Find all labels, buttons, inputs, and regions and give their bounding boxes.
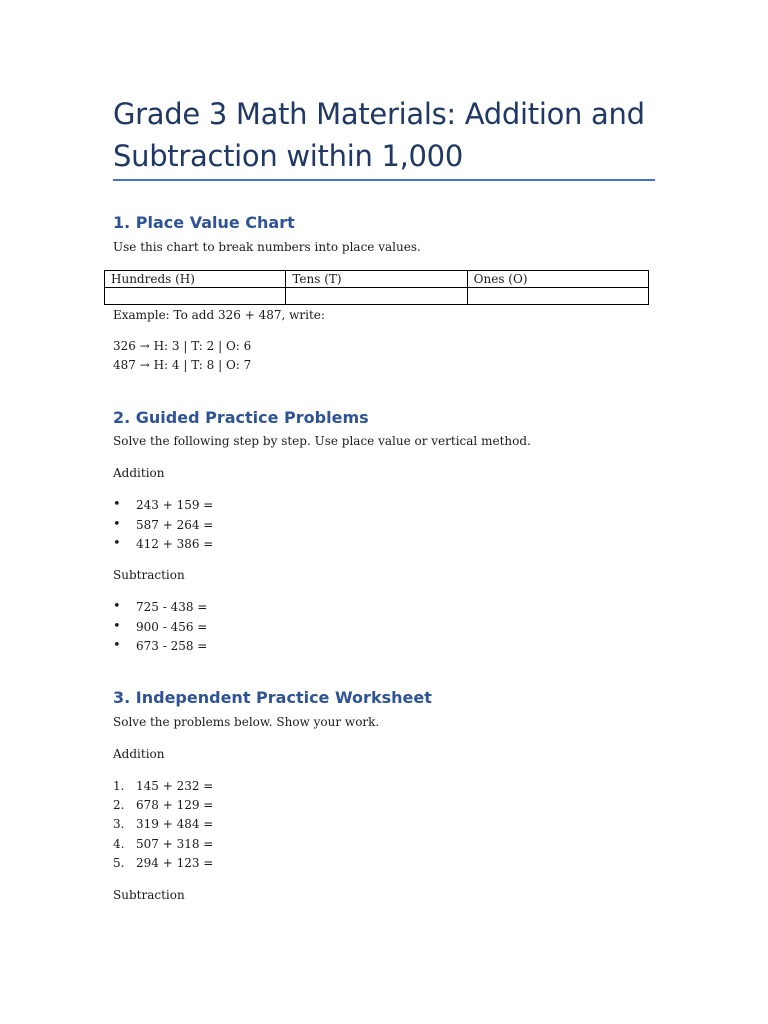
example-line-487: 487 → H: 4 | T: 8 | O: 7: [113, 358, 252, 372]
list-item: 2. 678 + 129 =: [113, 798, 214, 813]
section-3-addition-label: Addition: [113, 747, 165, 761]
section-3-subtraction-label: Subtraction: [113, 888, 185, 902]
section-2-heading: 2. Guided Practice Problems: [113, 408, 369, 427]
section-1-intro: Use this chart to break numbers into place values.: [113, 240, 421, 254]
table-empty-row: [105, 288, 649, 305]
list-item: 1. 145 + 232 =: [113, 779, 214, 793]
section-2-subtraction-label: Subtraction: [113, 568, 185, 582]
list-item: • 900 - 456 =: [113, 618, 208, 634]
section-2-addition-label: Addition: [113, 466, 165, 480]
cell-tens[interactable]: [286, 288, 467, 305]
section-3-intro: Solve the problems below. Show your work.: [113, 715, 380, 729]
bullet-icon: •: [113, 516, 121, 532]
guided-addition-list: [113, 497, 213, 556]
guided-subtraction-list: [113, 599, 207, 658]
list-item: • 243 + 159 =: [113, 497, 214, 512]
list-item: 3. 319 + 484 =: [113, 817, 214, 832]
list-item: • 587 + 264 =: [113, 516, 214, 532]
title-underline: [113, 179, 655, 181]
document-title: Grade 3 Math Materials: Addition and Subtraction within 1,000: [113, 97, 645, 173]
bullet-icon: •: [113, 536, 121, 551]
bullet-icon: •: [113, 497, 121, 512]
place-value-table: [104, 270, 649, 305]
section-2-intro: Solve the following step by step. Use place value or vertical method.: [113, 434, 531, 448]
bullet-icon: •: [113, 599, 121, 614]
example-line-326: 326 → H: 3 | T: 2 | O: 6: [113, 339, 252, 353]
list-item: • 725 - 438 =: [113, 599, 208, 614]
bullet-icon: •: [113, 618, 121, 634]
list-item: • 673 - 258 =: [113, 638, 208, 653]
table-header-row: [105, 271, 649, 288]
bullet-icon: •: [113, 638, 121, 653]
section-1-example: Example: To add 326 + 487, write:: [113, 308, 325, 322]
list-item: • 412 + 386 =: [113, 536, 214, 551]
section-1-heading: 1. Place Value Chart: [113, 213, 295, 232]
list-item: 4. 507 + 318 =: [113, 836, 214, 851]
independent-addition-list: [113, 778, 213, 874]
section-3-heading: 3. Independent Practice Worksheet: [113, 688, 432, 707]
header-hundreds: Hundreds (H): [105, 271, 286, 288]
header-ones: Ones (O): [467, 271, 648, 288]
header-tens: Tens (T): [286, 271, 467, 288]
cell-hundreds[interactable]: [105, 288, 286, 305]
cell-ones[interactable]: [467, 288, 648, 305]
list-item: 5. 294 + 123 =: [113, 855, 214, 870]
